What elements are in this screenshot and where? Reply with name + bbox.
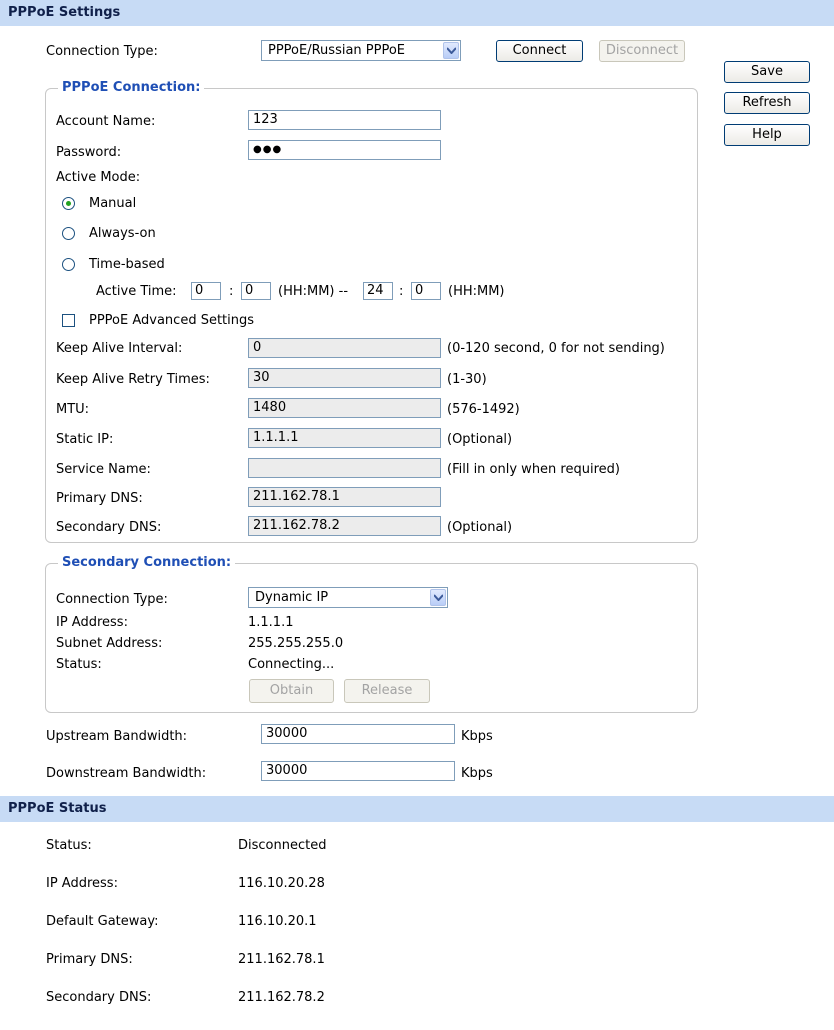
secondary-connection-legend: Secondary Connection: [58, 555, 235, 570]
primary-dns-status-label: Primary DNS: [46, 952, 133, 967]
ip-address-status-value: 116.10.20.28 [238, 876, 325, 891]
status-value: Disconnected [238, 838, 327, 853]
ip-address-label: IP Address: [56, 615, 128, 630]
secondary-status-label: Status: [56, 657, 102, 672]
account-name-input[interactable]: 123 [248, 110, 441, 130]
subnet-address-value: 255.255.255.0 [248, 636, 344, 651]
keep-alive-retry-input[interactable]: 30 [248, 368, 441, 388]
upstream-bandwidth-input[interactable]: 30000 [261, 724, 455, 744]
service-name-label: Service Name: [56, 462, 151, 477]
hhmm-label-2: (HH:MM) [448, 284, 505, 299]
manual-radio[interactable] [62, 197, 75, 210]
start-minute-input[interactable]: 0 [241, 282, 271, 300]
service-name-input[interactable] [248, 458, 441, 478]
secondary-connection-type-value: Dynamic IP [255, 590, 329, 605]
keep-alive-interval-input[interactable]: 0 [248, 338, 441, 358]
disconnect-button[interactable]: Disconnect [599, 40, 685, 62]
save-button[interactable]: Save [724, 61, 810, 83]
time-based-label: Time-based [89, 257, 165, 272]
secondary-connection-type-label: Connection Type: [56, 592, 168, 607]
connect-button[interactable]: Connect [496, 40, 583, 62]
default-gateway-label: Default Gateway: [46, 914, 159, 929]
manual-label: Manual [89, 196, 137, 211]
end-minute-input[interactable]: 0 [411, 282, 441, 300]
static-ip-label: Static IP: [56, 432, 114, 447]
mtu-label: MTU: [56, 402, 90, 417]
secondary-connection-type-select[interactable] [248, 587, 448, 608]
default-gateway-value: 116.10.20.1 [238, 914, 317, 929]
pppoe-connection-legend: PPPoE Connection: [58, 80, 204, 95]
always-on-radio[interactable] [62, 227, 75, 240]
connection-type-label: Connection Type: [46, 44, 158, 59]
radio-dot [66, 201, 71, 206]
downstream-bandwidth-label: Downstream Bandwidth: [46, 766, 207, 781]
active-time-label: Active Time: [96, 284, 177, 299]
active-mode-label: Active Mode: [56, 170, 141, 185]
mtu-input[interactable]: 1480 [248, 398, 441, 418]
refresh-button[interactable]: Refresh [724, 92, 810, 114]
secondary-dns-label: Secondary DNS: [56, 520, 162, 535]
secondary-dns-status-value: 211.162.78.2 [238, 990, 325, 1005]
mtu-hint: (576-1492) [447, 402, 520, 417]
chevron-down-icon [430, 589, 446, 606]
service-name-hint: (Fill in only when required) [447, 462, 620, 477]
account-name-label: Account Name: [56, 114, 156, 129]
static-ip-hint: (Optional) [447, 432, 513, 447]
always-on-label: Always-on [89, 226, 156, 241]
release-button[interactable]: Release [344, 679, 430, 703]
hhmm-label-1: (HH:MM) -- [278, 284, 349, 299]
colon-separator: : [229, 284, 234, 299]
keep-alive-interval-hint: (0-120 second, 0 for not sending) [447, 341, 665, 356]
connection-type-value: PPPoE/Russian PPPoE [268, 43, 406, 58]
ip-address-status-label: IP Address: [46, 876, 118, 891]
ip-address-value: 1.1.1.1 [248, 615, 294, 630]
obtain-button[interactable]: Obtain [249, 679, 334, 703]
subnet-address-label: Subnet Address: [56, 636, 163, 651]
pppoe-status-header: PPPoE Status [0, 796, 834, 822]
chevron-down-icon [443, 42, 459, 59]
upstream-unit: Kbps [461, 729, 493, 744]
primary-dns-input[interactable]: 211.162.78.1 [248, 487, 441, 507]
keep-alive-retry-hint: (1-30) [447, 372, 487, 387]
static-ip-input[interactable]: 1.1.1.1 [248, 428, 441, 448]
colon-separator: : [399, 284, 404, 299]
primary-dns-status-value: 211.162.78.1 [238, 952, 325, 967]
downstream-unit: Kbps [461, 766, 493, 781]
advanced-settings-label: PPPoE Advanced Settings [89, 313, 255, 328]
connection-type-select[interactable] [261, 40, 461, 61]
primary-dns-label: Primary DNS: [56, 491, 143, 506]
end-hour-input[interactable]: 24 [363, 282, 393, 300]
password-label: Password: [56, 145, 122, 160]
keep-alive-interval-label: Keep Alive Interval: [56, 341, 183, 356]
secondary-dns-status-label: Secondary DNS: [46, 990, 152, 1005]
secondary-dns-hint: (Optional) [447, 520, 513, 535]
start-hour-input[interactable]: 0 [191, 282, 221, 300]
advanced-settings-checkbox[interactable] [62, 314, 75, 327]
upstream-bandwidth-label: Upstream Bandwidth: [46, 729, 188, 744]
pppoe-settings-header: PPPoE Settings [0, 0, 834, 26]
secondary-dns-input[interactable]: 211.162.78.2 [248, 516, 441, 536]
downstream-bandwidth-input[interactable]: 30000 [261, 761, 455, 781]
status-label: Status: [46, 838, 92, 853]
time-based-radio[interactable] [62, 258, 75, 271]
help-button[interactable]: Help [724, 124, 810, 146]
keep-alive-retry-label: Keep Alive Retry Times: [56, 372, 210, 387]
secondary-status-value: Connecting... [248, 657, 335, 672]
password-input[interactable]: ●●● [248, 140, 441, 160]
